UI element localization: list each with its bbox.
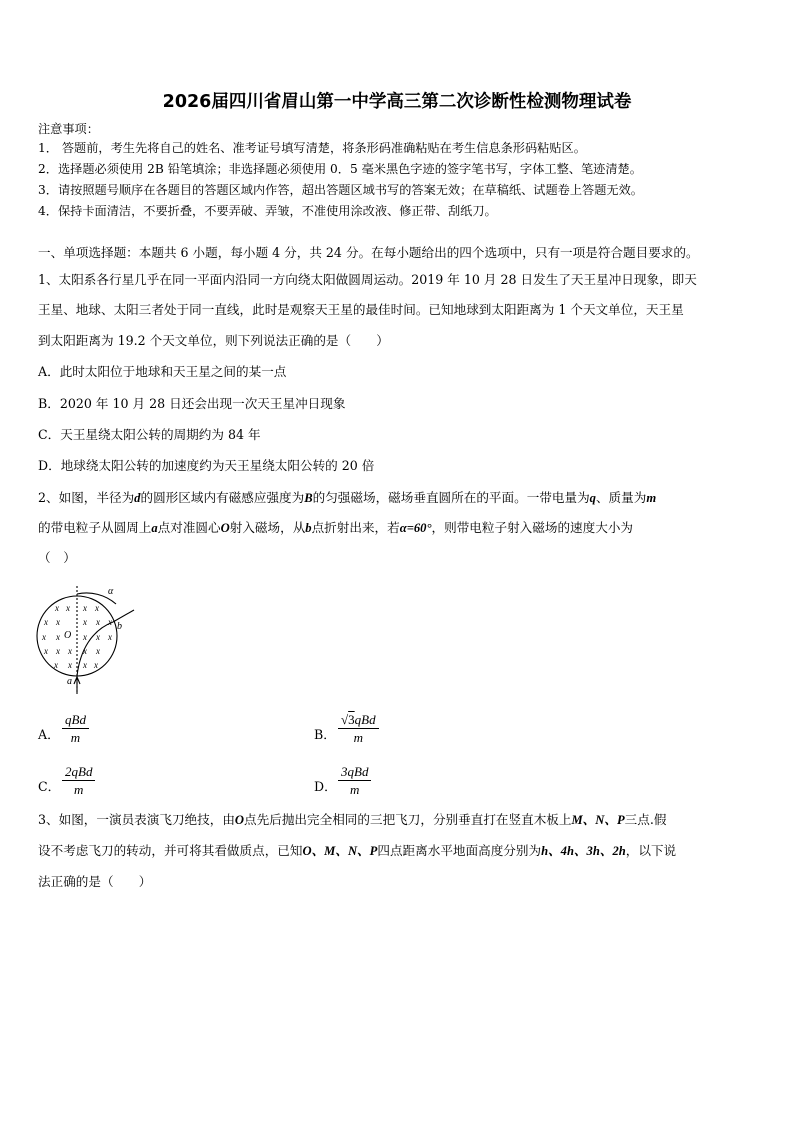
q2-option-b-fraction [338, 712, 379, 745]
var-MNP: M、N、P [571, 813, 625, 827]
q1-option-d: D．地球绕太阳公转的加速度约为天王星绕太阳公转的 20 倍 [38, 458, 375, 473]
var-a: a [151, 521, 158, 535]
svg-text:x: x [95, 603, 99, 613]
fraction-denominator: m [74, 782, 84, 797]
svg-text:x: x [56, 646, 60, 656]
var-O: O [234, 813, 245, 827]
exam-title: 2026届四川省眉山第一中学高三第二次诊断性检测物理试卷 [162, 92, 632, 112]
label-a: a [67, 676, 72, 687]
svg-text:x: x [83, 632, 87, 642]
svg-text:x: x [83, 617, 87, 627]
q2-option-a-fraction [62, 712, 89, 745]
q3-stem-line-2: 设不考虑飞刀的转动，并可将其看做质点，已知O、M、N、P四点距离水平地面高度分别为h、4h、3h、2h，以下说 [38, 843, 677, 858]
fraction-numerator: 2qBd [62, 764, 95, 781]
svg-text:x: x [54, 660, 58, 670]
q3-stem-line-1: 3、如图，一演员表演飞刀绝技，由O点先后抛出完全相同的三把飞刀，分别垂直打在竖直木板上M、N、P三点.假 [38, 812, 667, 827]
svg-text:x: x [96, 632, 100, 642]
notice-item-1: 1． 答题前，考生先将自己的姓名、准考证号填写清楚，将条形码准确粘贴在考生信息条形码粘贴区。 [38, 141, 586, 155]
section-heading: 一、单项选择题：本题共 6 小题，每小题 4 分，共 24 分。在每小题给出的四个选项中，只有一项是符合题目要求的。 [38, 245, 699, 260]
q1-option-c: C．天王星绕太阳公转的周期约为 84 年 [38, 427, 261, 442]
svg-text:x: x [108, 617, 112, 627]
var-B: B [304, 491, 313, 505]
notice-item-4: 4．保持卡面清洁，不要折叠，不要弄破、弄皱，不准使用涂改液、修正带、刮纸刀。 [38, 204, 497, 218]
svg-text:x: x [44, 646, 48, 656]
q2-option-c-fraction [62, 764, 95, 797]
notice-heading: 注意事项： [38, 122, 99, 136]
svg-text:x: x [96, 617, 100, 627]
q2-stem-line-1: 2、如图，半径为d的圆形区域内有磁感应强度为B的匀强磁场，磁场垂直圆所在的平面。一带电量为q、质量为m [38, 490, 657, 505]
svg-text:x: x [94, 660, 98, 670]
fraction-denominator: m [70, 730, 81, 745]
svg-text:x: x [55, 603, 59, 613]
q2-option-c-label: C． [38, 779, 61, 794]
svg-text:x: x [42, 632, 46, 642]
fraction-numerator: 3qBd [338, 764, 371, 781]
q1-stem-line-3: 到太阳距离为 19.2 个天文单位，则下列说法正确的是（ ） [38, 333, 389, 348]
fraction-denominator: m [353, 730, 363, 745]
var-alpha: α=60° [399, 521, 432, 535]
svg-text:x: x [83, 603, 87, 613]
svg-text:x: x [108, 632, 112, 642]
label-alpha: α [108, 586, 114, 597]
svg-text:x: x [56, 617, 60, 627]
svg-text:x: x [83, 660, 87, 670]
var-m: m [646, 491, 657, 505]
q2-option-a-label: A． [38, 727, 60, 742]
q3-stem-line-3: 法正确的是（ ） [38, 874, 152, 889]
label-b: b [117, 621, 122, 632]
q2-stem-line-3: （ ） [38, 550, 76, 565]
q1-stem-line-2: 王星、地球、太阳三者处于同一直线，此时是观察天王星的最佳时间。已知地球到太阳距离为 1 个天文单位，天王星 [38, 302, 684, 317]
fraction-numerator: qBd [62, 712, 89, 729]
var-d: d [134, 491, 141, 505]
label-O: O [64, 630, 72, 641]
q2-stem-line-2: 的带电粒子从圆周上a点对准圆心O射入磁场，从b点折射出来，若α=60°，则带电粒子射入磁场的速度大小为 [38, 520, 634, 535]
svg-text:x: x [66, 603, 70, 613]
svg-text:x: x [96, 646, 100, 656]
var-b: b [305, 521, 312, 535]
fraction-numerator: √3qBd [338, 712, 379, 729]
q2-option-d-fraction [338, 764, 371, 797]
q1-stem-line-1: 1、太阳系各行星几乎在同一平面内沿同一方向绕太阳做圆周运动。2019 年 10 月 28 日发生了天王星冲日现象，即天 [38, 272, 697, 287]
magnetic-field-figure [30, 580, 145, 700]
var-heights: h、4h、3h、2h [541, 844, 626, 858]
var-q: q [589, 491, 596, 505]
q2-option-b-label: B． [314, 727, 336, 742]
q1-option-b: B．2020 年 10 月 28 日还会出现一次天王星冲日现象 [38, 396, 346, 411]
svg-text:x: x [68, 660, 72, 670]
svg-text:x: x [83, 646, 87, 656]
svg-text:x: x [68, 646, 72, 656]
q2-option-d-label: D． [314, 779, 337, 794]
notice-item-2: 2．选择题必须使用 2B 铅笔填涂；非选择题必须使用 0．5 毫米黑色字迹的签字笔书写，字体工整、笔迹清楚。 [38, 162, 642, 176]
var-OMNP: O、M、N、P [302, 844, 378, 858]
q1-option-a: A．此时太阳位于地球和天王星之间的某一点 [38, 364, 287, 379]
notice-item-3: 3．请按照题号顺序在各题目的答题区域内作答，超出答题区域书写的答案无效；在草稿纸、试题卷上答题无效。 [38, 183, 643, 197]
svg-text:x: x [56, 632, 60, 642]
var-O: O [220, 521, 230, 535]
fraction-denominator: m [350, 782, 360, 797]
svg-text:x: x [44, 617, 48, 627]
